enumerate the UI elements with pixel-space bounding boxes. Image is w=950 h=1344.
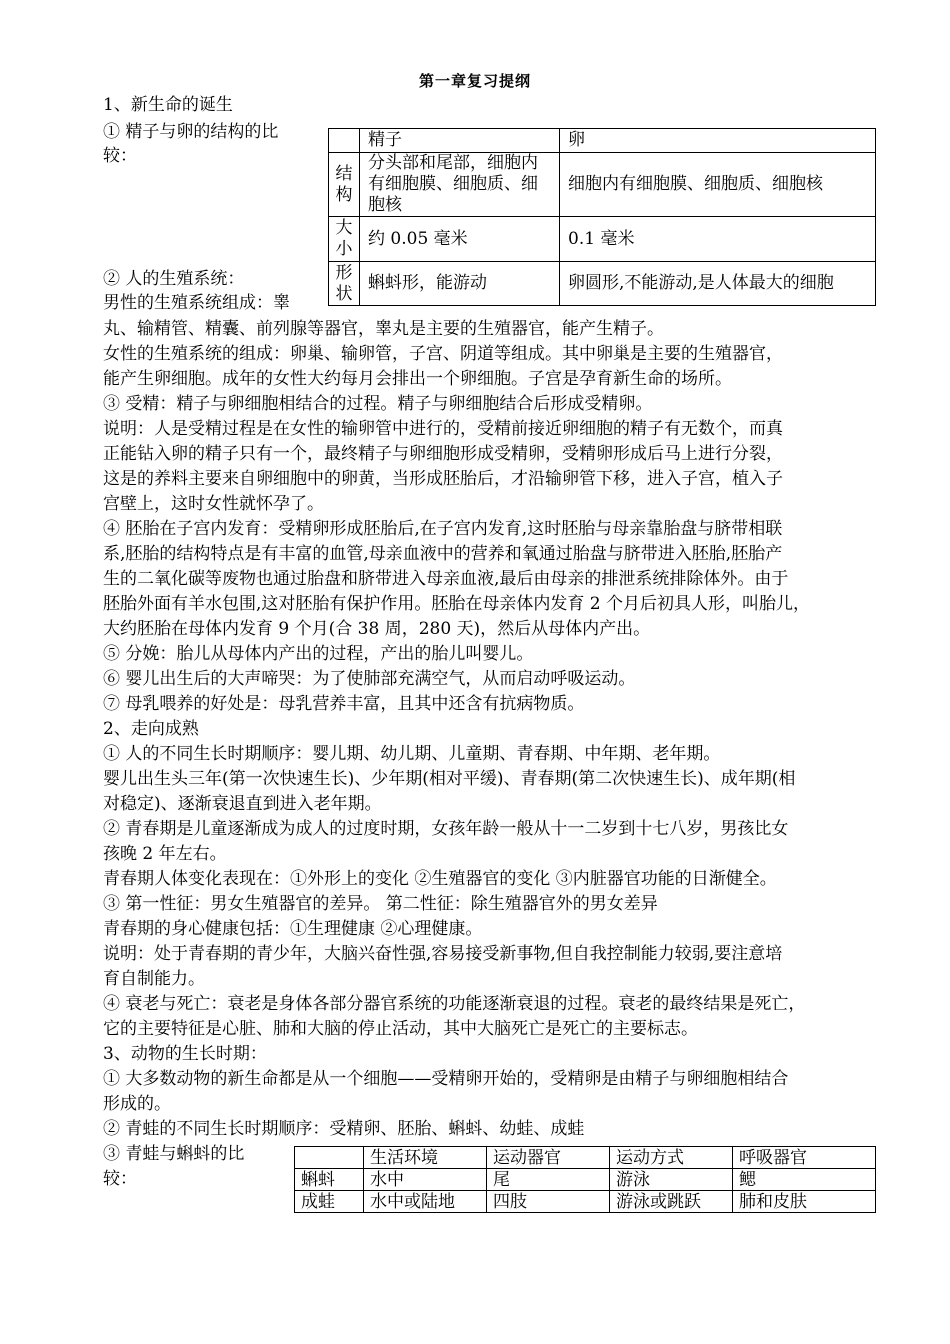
- table-cell: 分头部和尾部，细胞内有细胞膜、细胞质、细胞核: [360, 153, 560, 217]
- section-heading: 1、新生命的诞生: [103, 95, 233, 115]
- table-cell: 约 0.05 毫米: [360, 217, 560, 262]
- text-line: 说明：处于青春期的青少年，大脑兴奋性强,容易接受新事物,但自我控制能力较弱,要注意培: [103, 944, 783, 964]
- table-header-cell: 呼吸器官: [733, 1147, 876, 1169]
- text-line: ③ 青蛙与蝌蚪的比: [103, 1144, 245, 1164]
- text-line: 育自制能力。: [103, 969, 205, 989]
- text-line: 婴儿出生头三年(第一次快速生长)、少年期(相对平缓)、青春期(第二次快速生长)、成年期(相: [103, 769, 796, 789]
- text-line: ⑥ 婴儿出生后的大声啼哭：为了使肺部充满空气，从而启动呼吸运动。: [103, 669, 636, 689]
- table-cell: 水中: [364, 1169, 487, 1191]
- text-line: 它的主要特征是心脏、肺和大脑的停止活动，其中大脑死亡是死亡的主要标志。: [103, 1019, 698, 1039]
- sperm-egg-comparison-table: [328, 128, 876, 306]
- text-line: 系,胚胎的结构特点是有丰富的血管,母亲血液中的营养和氧通过胎盘与脐带进入胚胎,胚胎产: [103, 544, 783, 564]
- text-line: 胚胎外面有羊水包围,这对胚胎有保护作用。胚胎在母亲体内发育 2 个月后初具人形，叫胎儿，: [103, 594, 811, 614]
- table-cell: [295, 1147, 364, 1169]
- table-cell: 卵圆形,不能游动,是人体最大的细胞: [560, 262, 876, 306]
- text-line: 孩晚 2 年左右。: [103, 844, 227, 864]
- table-row-label: 成蛙: [295, 1191, 364, 1213]
- text-line: 女性的生殖系统的组成：卵巢、输卵管，子宫、阴道等组成。其中卵巢是主要的生殖器官，: [103, 344, 783, 364]
- text-line: 青春期人体变化表现在：①外形上的变化 ②生殖器官的变化 ③内脏器官功能的日渐健全。: [103, 869, 777, 889]
- table-cell: 鳃: [733, 1169, 876, 1191]
- table-row-label: 大小: [329, 217, 360, 262]
- text-line: 宫壁上，这时女性就怀孕了。: [103, 494, 324, 514]
- text-line: 说明：人是受精过程是在女性的输卵管中进行的，受精前接近卵细胞的精子有无数个，而真: [103, 419, 783, 439]
- table-cell: 0.1 毫米: [560, 217, 876, 262]
- text-line: 生的二氧化碳等废物也通过胎盘和脐带进入母亲血液,最后由母亲的排泄系统排除体外。由于: [103, 569, 789, 589]
- text-line: 男性的生殖系统组成：睾: [103, 293, 290, 313]
- text-line: ② 人的生殖系统：: [103, 269, 245, 289]
- text-line: ② 青春期是儿童逐渐成为成人的过度时期，女孩年龄一般从十一二岁到十七八岁，男孩比女: [103, 819, 789, 839]
- text-line: ④ 胚胎在子宫内发育：受精卵形成胚胎后,在子宫内发育,这时胚胎与母亲靠胎盘与脐带相联: [103, 519, 783, 539]
- table-row-label: 蝌蚪: [295, 1169, 364, 1191]
- text-line: ③ 第一性征：男女生殖器官的差异。 第二性征：除生殖器官外的男女差异: [103, 894, 658, 914]
- text-line: ③ 受精：精子与卵细胞相结合的过程。精子与卵细胞结合后形成受精卵。: [103, 394, 653, 414]
- table-row: [295, 1169, 876, 1191]
- table-cell: 蝌蚪形，能游动: [360, 262, 560, 306]
- text-line: 丸、输精管、精囊、前列腺等器官，睾丸是主要的生殖器官，能产生精子。: [103, 319, 664, 339]
- text-line: 大约胚胎在母体内发育 9 个月(合 38 周，280 天)，然后从母体内产出。: [103, 619, 651, 639]
- text-line: ① 人的不同生长时期顺序：婴儿期、幼儿期、儿童期、青春期、中年期、老年期。: [103, 744, 721, 764]
- table-row-label: 形状: [329, 262, 360, 306]
- text-line: ⑤ 分娩：胎儿从母体内产出的过程，产出的胎儿叫婴儿。: [103, 644, 534, 664]
- text-line: 较：: [103, 146, 137, 166]
- text-line: 青春期的身心健康包括：①生理健康 ②心理健康。: [103, 919, 483, 939]
- text-line: 这是的养料主要来自卵细胞中的卵黄，当形成胚胎后，才沿输卵管下移，进入子宫，植入子: [103, 469, 783, 489]
- frog-tadpole-comparison-table: [294, 1146, 876, 1213]
- section-heading: 2、走向成熟: [103, 719, 199, 739]
- table-cell: 游泳: [610, 1169, 733, 1191]
- table-cell: 水中或陆地: [364, 1191, 487, 1213]
- text-line: 形成的。: [103, 1094, 171, 1114]
- table-header-cell: 卵: [560, 129, 876, 153]
- text-line: 对稳定)、逐渐衰退直到进入老年期。: [103, 794, 382, 814]
- table-header-cell: 运动器官: [487, 1147, 610, 1169]
- table-cell: [329, 129, 360, 153]
- table-row-label: 结构: [329, 153, 360, 217]
- table-row: [329, 217, 876, 262]
- table-cell: 肺和皮肤: [733, 1191, 876, 1213]
- table-cell: 细胞内有细胞膜、细胞质、细胞核: [560, 153, 876, 217]
- table-cell: 游泳或跳跃: [610, 1191, 733, 1213]
- text-line: ⑦ 母乳喂养的好处是：母乳营养丰富，且其中还含有抗病物质。: [103, 694, 585, 714]
- text-line: 能产生卵细胞。成年的女性大约每月会排出一个卵细胞。子宫是孕育新生命的场所。: [103, 369, 732, 389]
- table-header-cell: 生活环境: [364, 1147, 487, 1169]
- table-header-cell: 运动方式: [610, 1147, 733, 1169]
- table-header-row: [295, 1147, 876, 1169]
- text-line: ① 精子与卵的结构的比: [103, 122, 279, 142]
- table-header-cell: 精子: [360, 129, 560, 153]
- table-row: [329, 153, 876, 217]
- table-cell: 四肢: [487, 1191, 610, 1213]
- table-cell: 尾: [487, 1169, 610, 1191]
- page-title: 第一章复习提纲: [418, 72, 531, 90]
- table-header-row: [329, 129, 876, 153]
- text-line: 较：: [103, 1169, 137, 1189]
- text-line: ② 青蛙的不同生长时期顺序：受精卵、胚胎、蝌蚪、幼蛙、成蛙: [103, 1119, 585, 1139]
- text-line: ① 大多数动物的新生命都是从一个细胞——受精卵开始的，受精卵是由精子与卵细胞相结合: [103, 1069, 789, 1089]
- table-row: [329, 262, 876, 306]
- text-line: ④ 衰老与死亡：衰老是身体各部分器官系统的功能逐渐衰退的过程。衰老的最终结果是死亡，: [103, 994, 806, 1014]
- table-row: [295, 1191, 876, 1213]
- section-heading: 3、动物的生长时期：: [103, 1044, 267, 1064]
- text-line: 正能钻入卵的精子只有一个，最终精子与卵细胞形成受精卵，受精卵形成后马上进行分裂，: [103, 444, 783, 464]
